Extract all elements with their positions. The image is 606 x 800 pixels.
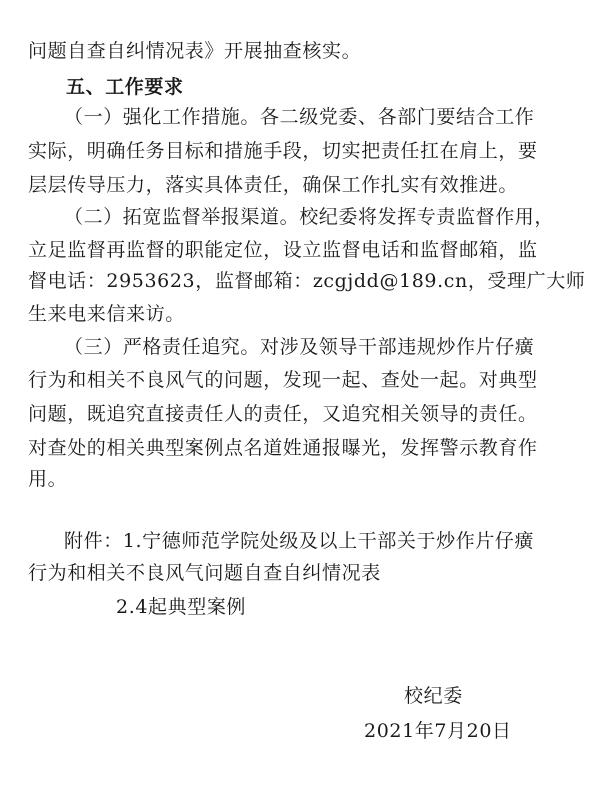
paragraph-line: 问题，既追究直接责任人的责任，又追究相关领导的责任。 — [28, 403, 538, 425]
attachment-line-3: 2.4起典型案例 — [116, 596, 247, 618]
paragraph-line: 层层传导压力，落实具体责任，确保工作扎实有效推进。 — [28, 174, 519, 196]
paragraph-line: 立足监督再监督的职能定位，设立监督电话和监督邮箱，监 — [28, 239, 538, 261]
paragraph-line: 生来电来信来访。 — [28, 303, 185, 325]
signature-org: 校纪委 — [404, 685, 463, 707]
attachment-line-1: 附件：1.宁德师范学院处级及以上干部关于炒作片仔癀 — [64, 530, 535, 552]
paragraph-line: （二）拓宽监督举报渠道。校纪委将发挥专责监督作用， — [64, 206, 555, 228]
signature-date: 2021年7月20日 — [364, 720, 512, 742]
paragraph-line-continuation: 问题自查自纠情况表》开展抽查核实。 — [28, 40, 362, 62]
paragraph-line: （三）严格责任追究。对涉及领导干部违规炒作片仔癀 — [64, 336, 535, 358]
attachment-line-2: 行为和相关不良风气问题自查自纠情况表 — [28, 562, 381, 584]
paragraph-line: 行为和相关不良风气的问题，发现一起、查处一起。对典型 — [28, 369, 538, 391]
paragraph-line: 督电话：2953623，监督邮箱：zcgjdd@189.cn，受理广大师 — [28, 270, 586, 292]
paragraph-line: 实际，明确任务目标和措施手段，切实把责任扛在肩上，要 — [28, 140, 538, 162]
section-heading: 五、工作要求 — [66, 76, 184, 98]
paragraph-line: 对查处的相关典型案例点名道姓通报曝光，发挥警示教育作 — [28, 437, 538, 459]
paragraph-line: （一）强化工作措施。各二级党委、各部门要结合工作 — [64, 106, 535, 128]
paragraph-line: 用。 — [28, 468, 68, 490]
